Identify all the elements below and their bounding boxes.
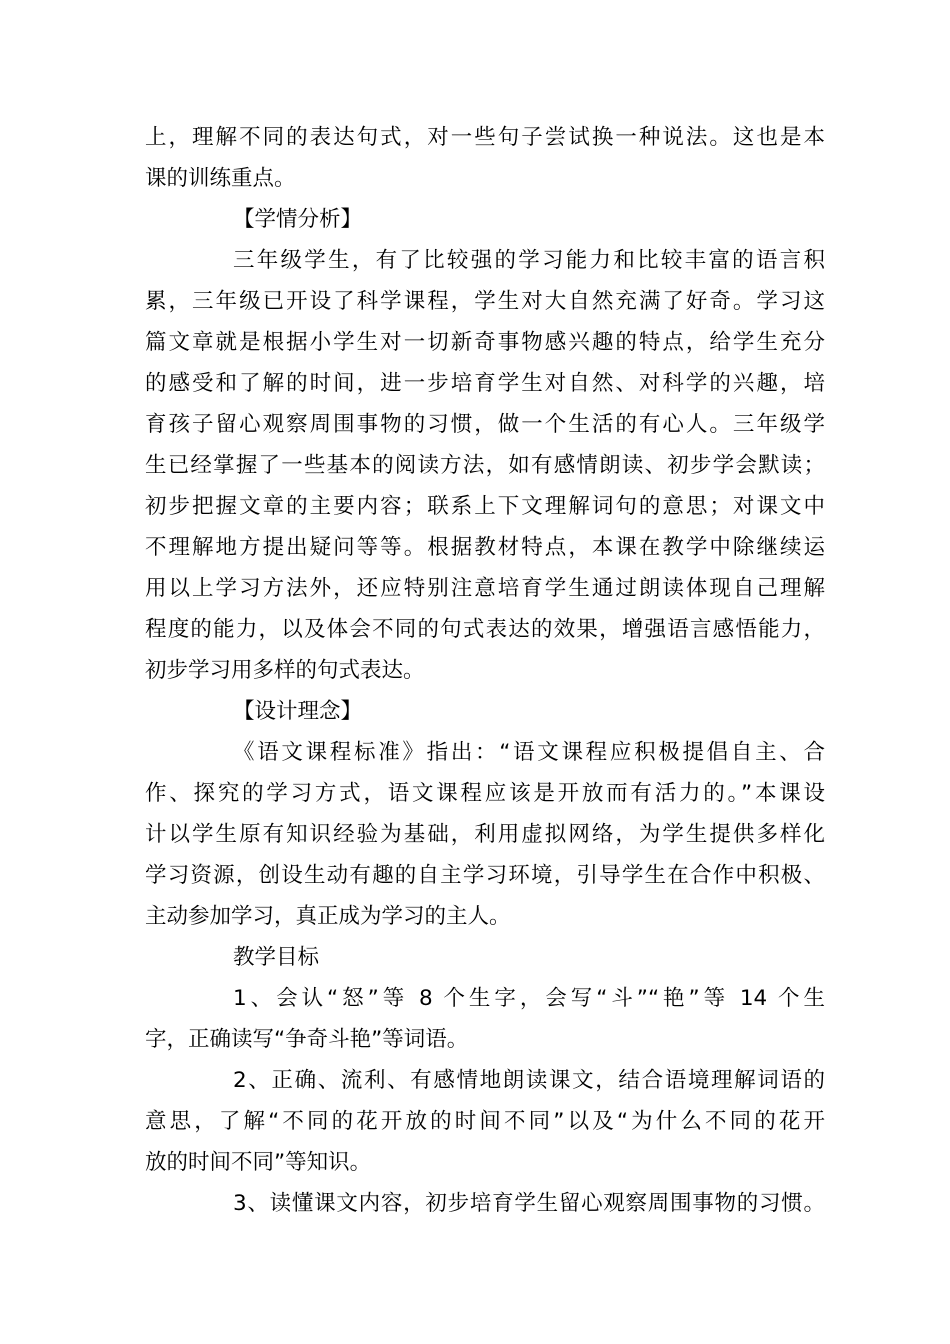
text-line: 程度的能力，以及体会不同的句式表达的效果，增强语言感悟能力， <box>145 617 825 642</box>
text-line: 的感受和了解的时间，进一步培育学生对自然、对科学的兴趣，培 <box>145 371 825 396</box>
text-line: 课的训练重点。 <box>145 166 296 191</box>
section-heading: 【学情分析】 <box>233 207 363 232</box>
text-line: 计以学生原有知识经验为基础，利用虚拟网络，为学生提供多样化 <box>145 822 825 847</box>
text-line: 3、读懂课文内容，初步培育学生留心观察周围事物的习惯。 <box>233 1191 825 1216</box>
text-line: 2、正确、流利、有感情地朗读课文，结合语境理解词语的 <box>233 1068 825 1093</box>
text-line: 作、探究的学习方式，语文课程应该是开放而有活力的。”本课设 <box>145 781 825 806</box>
text-line: 字，正确读写“争奇斗艳”等词语。 <box>145 1027 469 1052</box>
text-line: 育孩子留心观察周围事物的习惯，做一个生活的有心人。三年级学 <box>145 412 825 437</box>
text-line: 用以上学习方法外，还应特别注意培育学生通过朗读体现自己理解 <box>145 576 825 601</box>
text-line: 放的时间不同”等知识。 <box>145 1150 372 1175</box>
text-line: 初步学习用多样的句式表达。 <box>145 658 425 683</box>
text-line: 初步把握文章的主要内容；联系上下文理解词句的意思；对课文中 <box>145 494 825 519</box>
section-heading: 教学目标 <box>233 945 320 970</box>
text-line: 《语文课程标准》指出：“语文课程应积极提倡自主、合 <box>233 740 825 765</box>
text-line: 学习资源，创设生动有趣的自主学习环境，引导学生在合作中积极、 <box>145 863 825 888</box>
text-line: 三年级学生，有了比较强的学习能力和比较丰富的语言积 <box>233 248 825 273</box>
text-line: 1、会认“怒”等 8 个生字，会写“斗”“艳”等 14 个生 <box>233 986 825 1011</box>
text-line: 篇文章就是根据小学生对一切新奇事物感兴趣的特点，给学生充分 <box>145 330 825 355</box>
text-line: 不理解地方提出疑问等等。根据教材特点，本课在教学中除继续运 <box>145 535 825 560</box>
text-line: 上，理解不同的表达句式，对一些句子尝试换一种说法。这也是本 <box>145 125 825 150</box>
text-line: 生已经掌握了一些基本的阅读方法，如有感情朗读、初步学会默读； <box>145 453 825 478</box>
text-line: 累，三年级已开设了科学课程，学生对大自然充满了好奇。学习这 <box>145 289 825 314</box>
text-line: 意思，了解“不同的花开放的时间不同”以及“为什么不同的花开 <box>145 1109 825 1134</box>
section-heading: 【设计理念】 <box>233 699 363 724</box>
text-line: 主动参加学习，真正成为学习的主人。 <box>145 904 511 929</box>
